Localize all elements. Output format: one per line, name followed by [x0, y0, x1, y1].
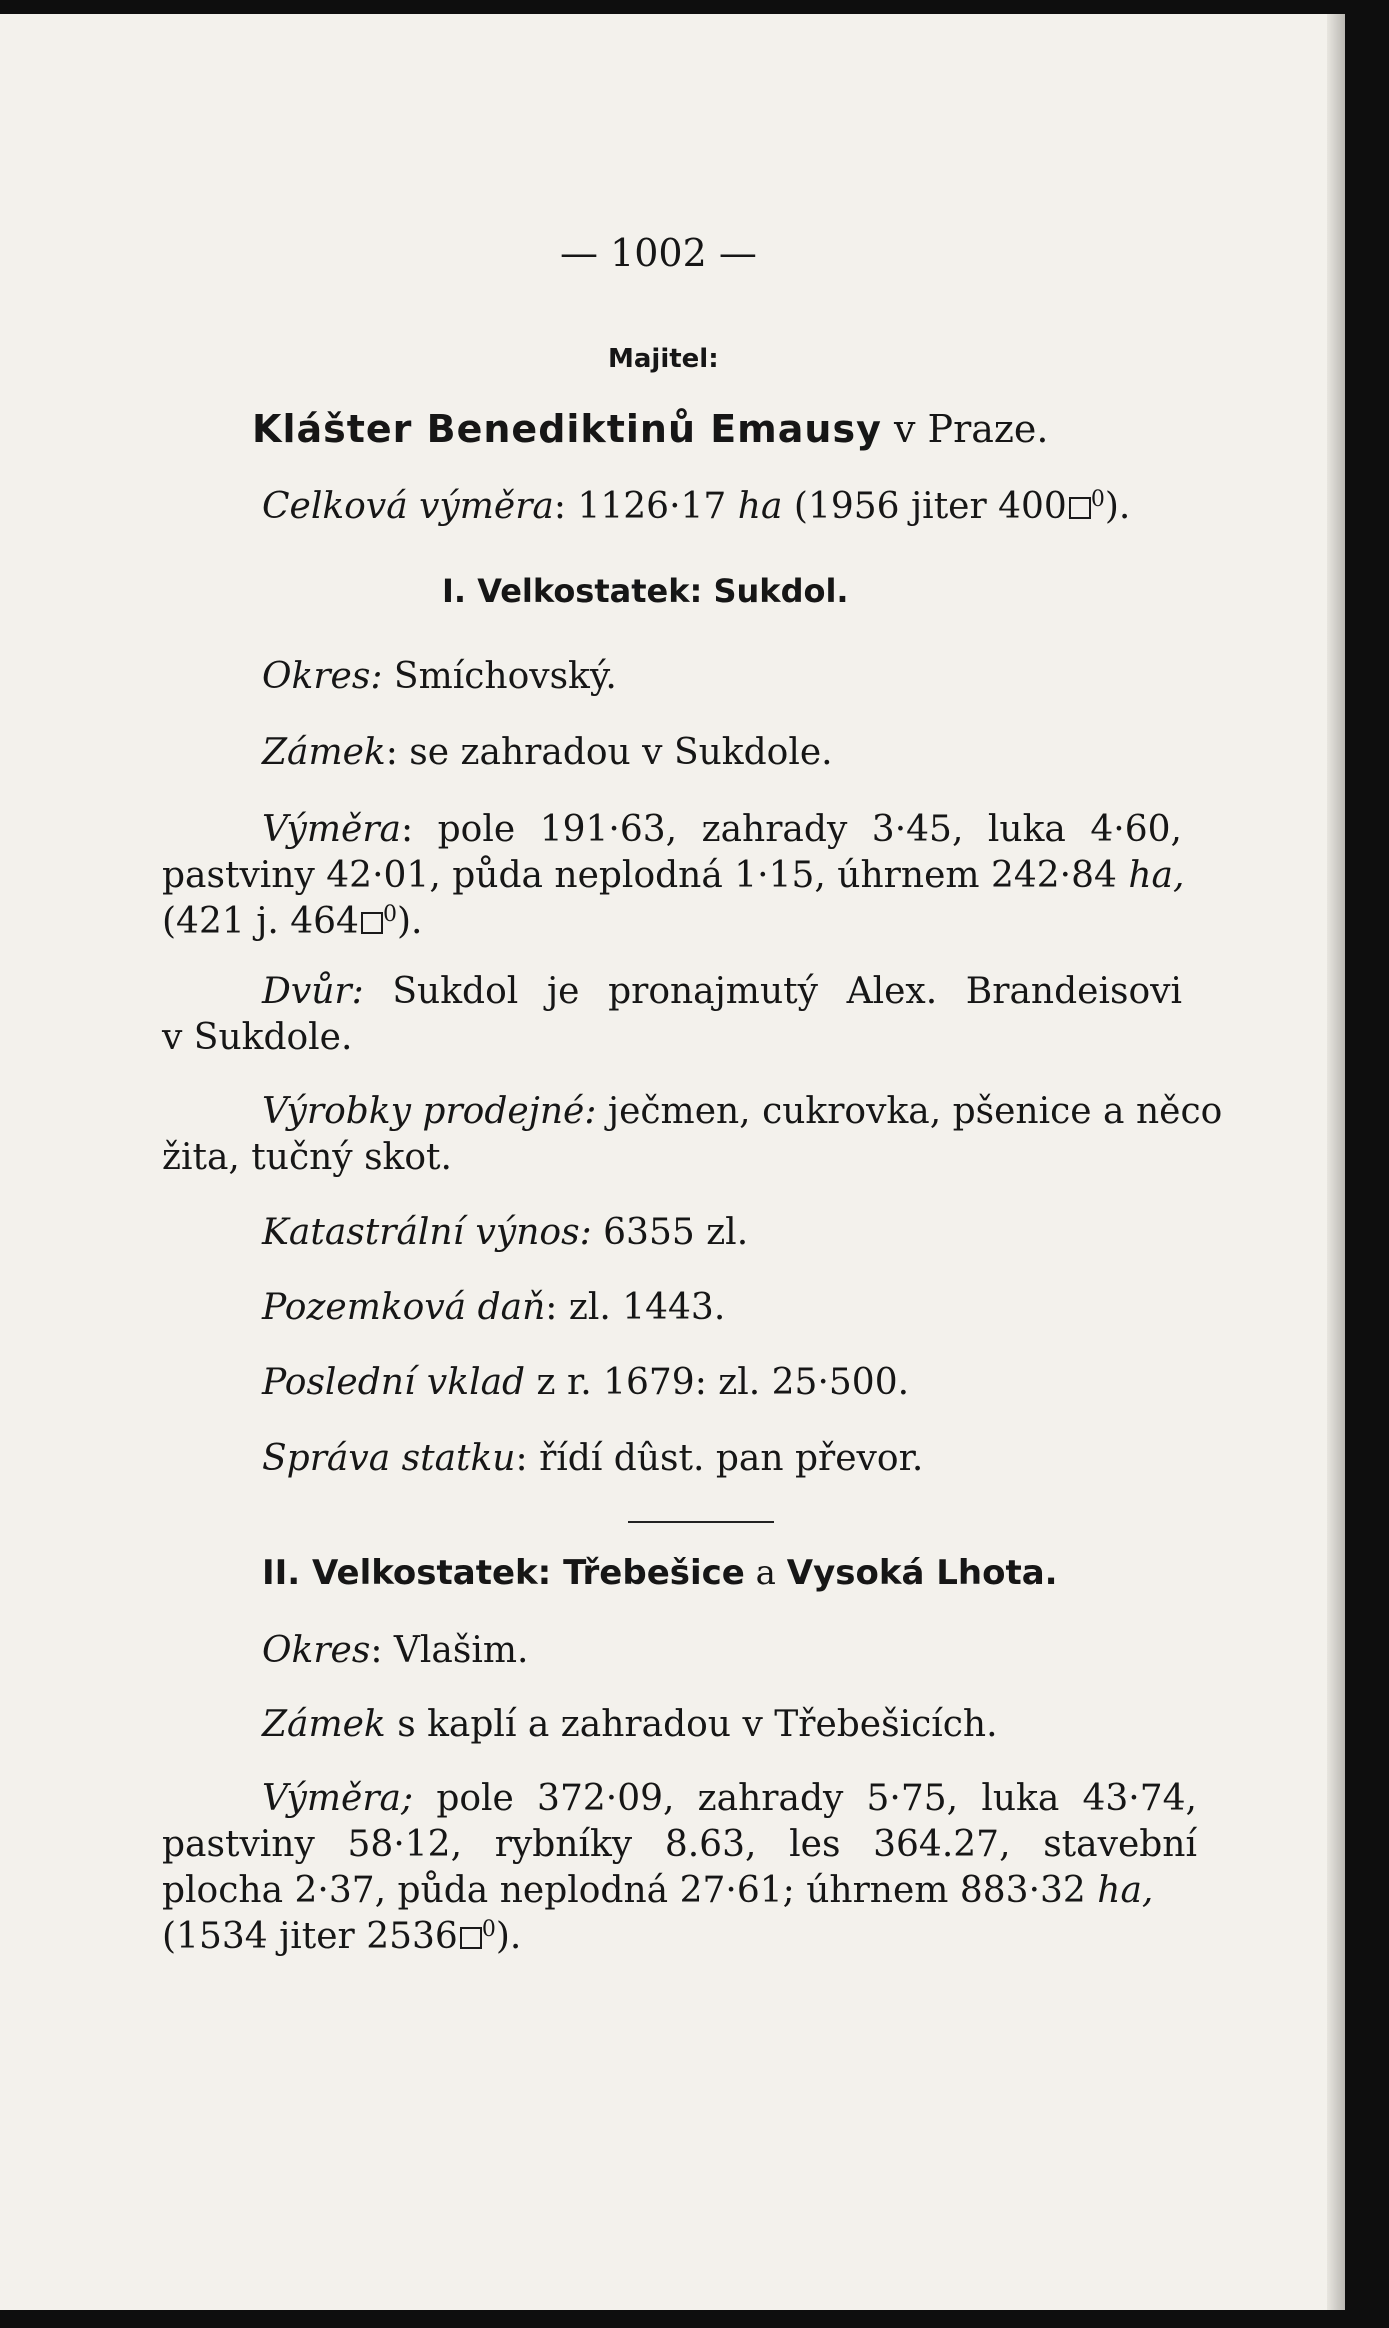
estate1-vyrobky-line1: Výrobky prodejné: ječmen, cukrovka, pšenice a něco	[262, 1091, 1223, 1132]
estate1-katastr: Katastrální výnos: 6355 zl.	[262, 1212, 749, 1253]
estate1-vyrobky-line2: žita, tučný skot.	[162, 1137, 452, 1178]
square-icon	[1069, 497, 1091, 519]
estate1-vymera-line1: Výměra: pole 191·63, zahrady 3·45, luka 4·60,	[262, 809, 1182, 850]
page-spine-shadow	[1327, 14, 1345, 2310]
section-divider	[628, 1521, 774, 1523]
estate1-dvur-line2: v Sukdole.	[162, 1017, 353, 1058]
owner-name: Klášter Benediktinů Emausy	[252, 407, 882, 451]
estate1-okres: Okres: Smíchovský.	[262, 656, 617, 697]
estate2-vymera-line4: (1534 jiter 2536 $^0$).	[162, 1916, 522, 1957]
estate2-vymera-line1: Výměra; pole 372·09, zahrady 5·75, luka 43·74,	[262, 1778, 1197, 1819]
estate1-vymera-line3: (421 j. 464 $^0$).	[162, 901, 423, 942]
owner-label: Majitel:	[608, 344, 719, 374]
estate1-sprava: Správa statku: řídí dûst. pan převor.	[262, 1438, 924, 1479]
estate2-vymera-line2: pastviny 58·12, rybníky 8.63, les 364.27, stavební	[162, 1824, 1197, 1865]
square-icon	[460, 1927, 482, 1949]
square-icon	[361, 912, 383, 934]
owner-place: v Praze.	[893, 407, 1049, 451]
total-area: Celková výměra: 1126·17 ha (1956 jiter 400 $^0$).	[262, 486, 1131, 527]
estate2-zamek: Zámek s kaplí a zahradou v Třebešicích.	[262, 1704, 998, 1745]
estate1-vklad: Poslední vklad z r. 1679: zl. 25·500.	[262, 1362, 910, 1403]
estate2-heading: II. Velkostatek: Třebešice a Vysoká Lhota.	[262, 1553, 1058, 1593]
estate1-dan: Pozemková daň: zl. 1443.	[262, 1287, 726, 1328]
estate2-vymera-line3: plocha 2·37, půda neplodná 27·61; úhrnem 883·32 ha,	[162, 1870, 1154, 1911]
estate1-zamek: Zámek: se zahradou v Sukdole.	[262, 732, 833, 773]
estate1-dvur-line1: Dvůr: Sukdol je pronajmutý Alex. Brandeisovi	[262, 971, 1182, 1012]
estate1-heading: I. Velkostatek: Sukdol.	[442, 572, 849, 610]
total-area-label: Celková výměra	[262, 486, 554, 527]
estate1-vymera-line2: pastviny 42·01, půda neplodná 1·15, úhrnem 242·84 ha,	[162, 855, 1185, 896]
page-number: — 1002 —	[560, 231, 757, 275]
owner-line	[252, 406, 1049, 452]
estate2-okres: Okres: Vlašim.	[262, 1630, 529, 1671]
book-page	[0, 14, 1345, 2310]
